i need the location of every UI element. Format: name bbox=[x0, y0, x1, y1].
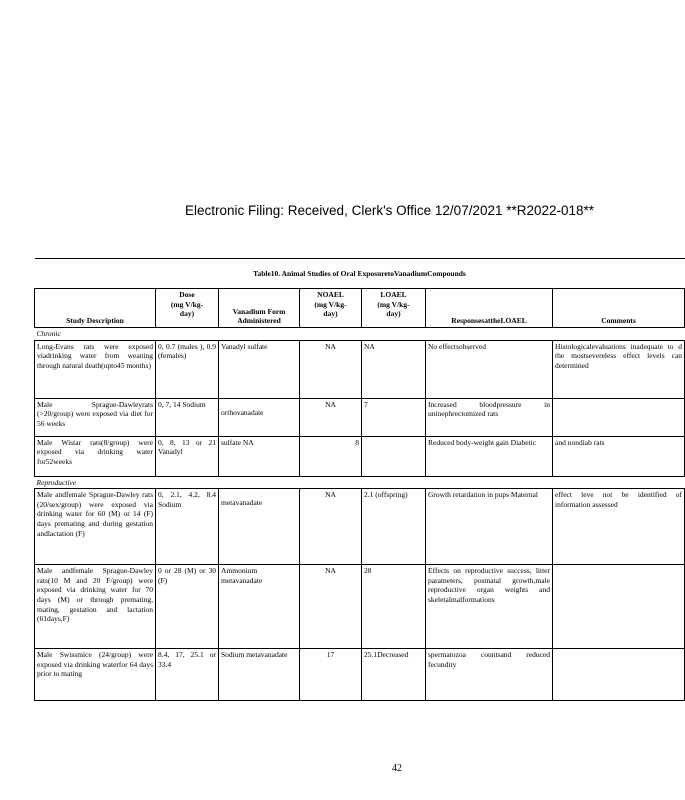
table-row bbox=[35, 649, 685, 701]
cell-dose: 8.4, 17, 25.1 or 33.4 bbox=[156, 649, 219, 701]
cell-dose: 0, 8, 13 or 21 Vanadyl bbox=[156, 436, 219, 476]
header-responses: ResponsesattheLOAEL bbox=[426, 289, 553, 328]
cell-noael: NA bbox=[300, 398, 362, 436]
cell-responses: Increased bloodpressure in uninephrectomized rats bbox=[426, 398, 553, 436]
header-study: Study Description bbox=[35, 289, 156, 328]
cell-form: Sodium metavanadate bbox=[219, 649, 300, 701]
cell-study: Long-Evans rats were exposed viadrinking water from weaning through natural death(upto45 months) bbox=[35, 340, 156, 398]
cell-loael: 28 bbox=[362, 565, 426, 649]
cell-loael bbox=[362, 436, 426, 476]
cell-comments bbox=[553, 398, 685, 436]
cell-study: Male Swissmice (24/group) were exposed via drinking waterfor 64 days prior to mating bbox=[35, 649, 156, 701]
table-row bbox=[35, 489, 685, 565]
header-loael: LOAEL (mg V/kg- day) bbox=[362, 289, 426, 328]
table-row bbox=[35, 340, 685, 398]
cell-comments: Histologicalevaluations inadequate to d the mostsevereless effect levels can determined bbox=[553, 340, 685, 398]
cell-loael: 25.1Decreased bbox=[362, 649, 426, 701]
cell-dose: 0 or 28 (M) or 30 (F) bbox=[156, 565, 219, 649]
cell-form: Ammonium metavanadate bbox=[219, 565, 300, 649]
header-comments: Comments bbox=[553, 289, 685, 328]
cell-study: Male Sprague-Dawleyrats (>20/group) were exposed via diet for 56 weeks bbox=[35, 398, 156, 436]
section-title-chronic: Chronic bbox=[35, 328, 685, 341]
cell-study: Male andfemale Sprague-Dawley rats (20/sex/group) were exposed via drinking water for 60 (M) or 14 (F) days premating and during gestation andlactation (F) bbox=[35, 489, 156, 565]
header-dose: Dose (mg V/kg- day) bbox=[156, 289, 219, 328]
cell-comments: and nondiab rats bbox=[553, 436, 685, 476]
page-number: 42 bbox=[392, 763, 402, 774]
cell-loael: 7 bbox=[362, 398, 426, 436]
cell-study: Male andfemale Sprague-Dawley rats(10 M and 20 F/group) were exposed via drinking water for 70 days (M) or through premating, mating, gestation and lactation (61days,F) bbox=[35, 565, 156, 649]
cell-dose: 0, 0.7 (males ), 0.9 (females) bbox=[156, 340, 219, 398]
cell-dose: 0, 7, 14 Sodium bbox=[156, 398, 219, 436]
cell-responses: Growth retardation in pups Maternal bbox=[426, 489, 553, 565]
header-noael: NOAEL (mg V/kg- day) bbox=[300, 289, 362, 328]
cell-comments: effect leve not be identified of information assessed bbox=[553, 489, 685, 565]
cell-noael: 17 bbox=[300, 649, 362, 701]
cell-dose: 0, 2.1, 4.2, 8.4 Sodium bbox=[156, 489, 219, 565]
cell-form: sulfate NA bbox=[219, 436, 300, 476]
table-header-row bbox=[35, 289, 685, 328]
cell-noael: 8 bbox=[300, 436, 362, 476]
table-row bbox=[35, 398, 685, 436]
table-row bbox=[35, 436, 685, 476]
cell-study: Male Wistar rats(8/group) were exposed via drinking water for52weeks bbox=[35, 436, 156, 476]
cell-comments bbox=[553, 649, 685, 701]
cell-responses: Reduced body-weight gain Diabetic bbox=[426, 436, 553, 476]
table-row bbox=[35, 565, 685, 649]
cell-form: orthovanadate bbox=[219, 398, 300, 436]
section-title-reproductive: Reproductive bbox=[35, 476, 685, 489]
cell-form: metavanadate bbox=[219, 489, 300, 565]
table-caption: Table10. Animal Studies of Oral ExposuretoVanadiumCompounds bbox=[35, 259, 685, 289]
cell-responses: Effects on reproductive success, litter parameters, postnatal growth,male reproductive organ weights and skeletalmalformations bbox=[426, 565, 553, 649]
cell-responses: No effectsobserved bbox=[426, 340, 553, 398]
header-form: Vanadium Form Administered bbox=[219, 289, 300, 328]
cell-noael: NA bbox=[300, 489, 362, 565]
cell-loael: NA bbox=[362, 340, 426, 398]
cell-loael: 2.1 (offspring) bbox=[362, 489, 426, 565]
filing-stamp: Electronic Filing: Received, Clerk's Office 12/07/2021 **R2022-018** bbox=[185, 203, 595, 218]
vanadium-studies-table bbox=[34, 258, 683, 704]
cell-noael: NA bbox=[300, 565, 362, 649]
cell-noael: NA bbox=[300, 340, 362, 398]
cell-responses: spermatozoa countsand reduced fecundity bbox=[426, 649, 553, 701]
cell-form: Vanadyl sulfate bbox=[219, 340, 300, 398]
cell-comments bbox=[553, 565, 685, 649]
